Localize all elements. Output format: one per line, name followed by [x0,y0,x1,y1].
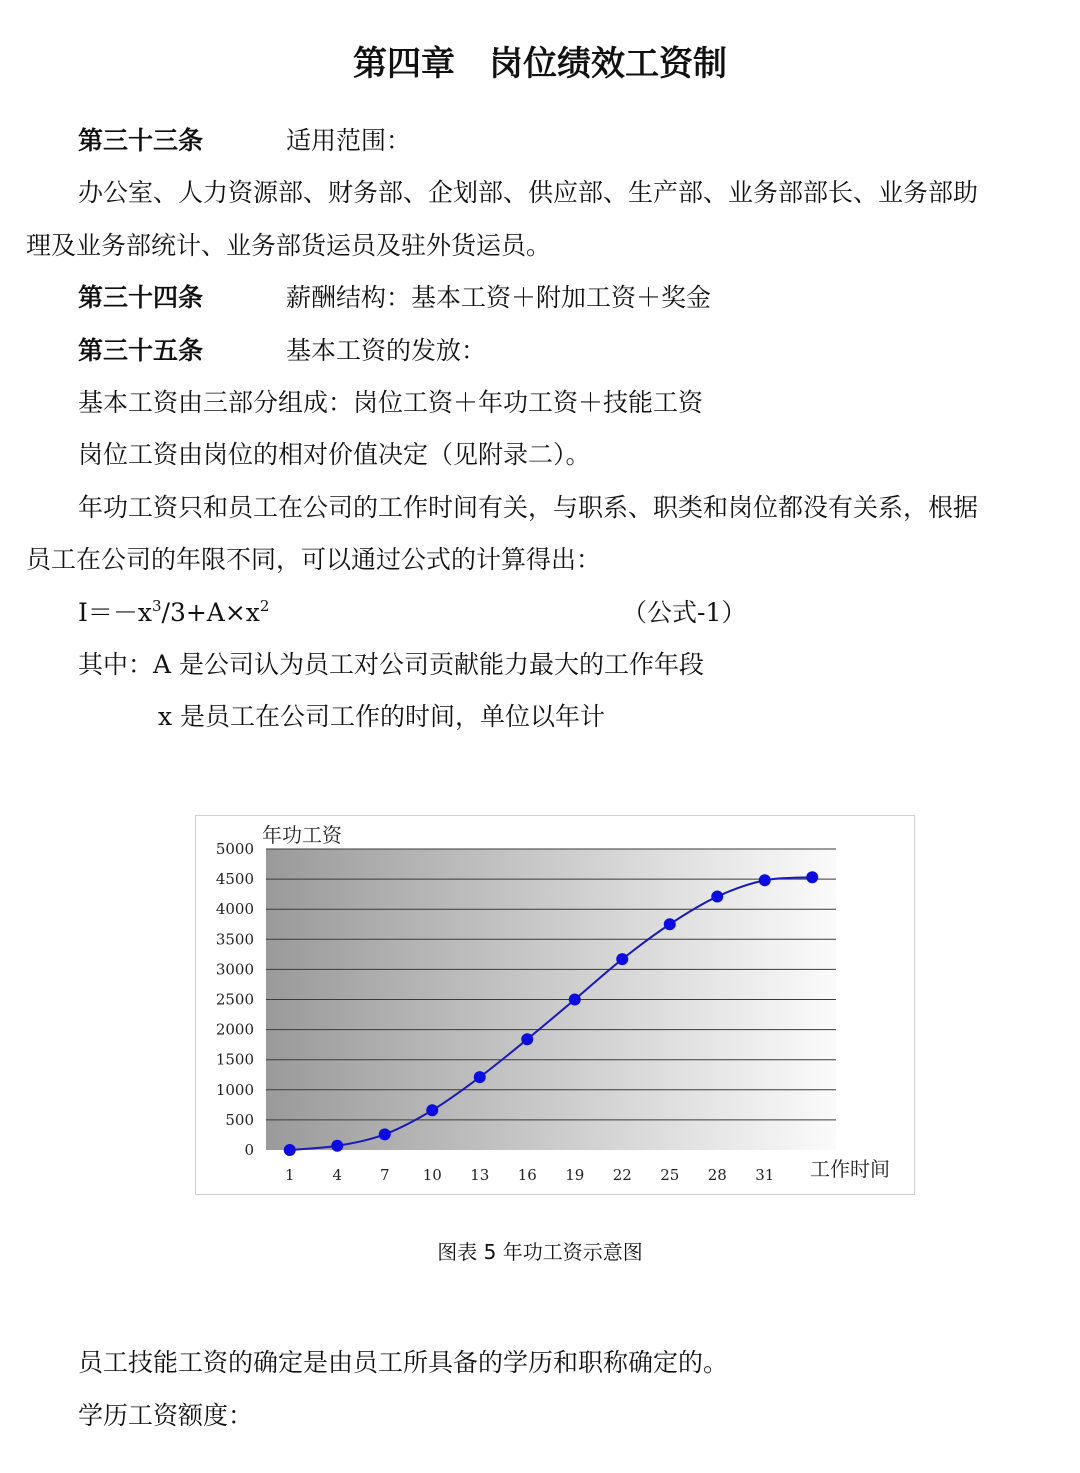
seniority-wage-chart [195,815,915,1195]
x-tick-label: 10 [422,1166,442,1184]
x-tick-labels [285,1166,774,1184]
formula-where-a: 其中：A 是公司认为员工对公司贡献能力最大的工作年段 [78,650,705,679]
x-tick-label: 28 [707,1166,727,1184]
data-point [664,918,676,930]
position-wage-text: 岗位工资由岗位的相对价值决定（见附录二）。 [78,440,591,469]
formula [78,596,269,630]
x-tick-label: 7 [379,1166,390,1184]
y-tick-label: 4000 [215,900,254,919]
y-axis-label: 年功工资 [262,823,342,847]
seniority-wage-line-1: 年功工资只和员工在公司的工作时间有关，与职系、职类和岗位都没有关系，根据 [78,493,979,522]
x-axis-label: 工作时间 [810,1157,890,1181]
formula-where-x: x 是员工在公司工作的时间，单位以年计 [158,702,606,731]
data-point [521,1033,533,1045]
article-34 [78,281,711,315]
data-point [331,1140,343,1152]
x-tick-label: 19 [565,1166,585,1184]
y-tick-labels [216,840,254,1159]
x-tick-label: 31 [755,1166,775,1184]
formula-tag: （公式-1） [622,598,747,627]
article-34-label: 第三十四条 [78,283,204,312]
x-tick-label: 13 [470,1166,490,1184]
y-tick-label: 3000 [215,960,254,979]
article-35 [78,334,486,368]
data-point [616,953,628,965]
skill-wage-text: 员工技能工资的确定是由员工所具备的学历和职称确定的。 [78,1348,729,1377]
scope-line-1: 办公室、人力资源部、财务部、企划部、供应部、生产部、业务部部长、业务部助 [78,178,979,207]
y-tick-label: 1000 [215,1080,254,1099]
basic-wage-composition: 基本工资由三部分组成：岗位工资＋年功工资＋技能工资 [78,388,704,417]
y-tick-label: 3500 [215,930,254,949]
data-point [379,1128,391,1140]
y-tick-label: 500 [225,1110,254,1129]
y-tick-label: 5000 [215,840,254,858]
y-tick-label: 2500 [215,990,254,1009]
data-point [474,1071,486,1083]
article-33-text: 适用范围： [286,126,412,155]
data-point [806,871,818,883]
y-tick-label: 0 [244,1141,254,1159]
formula-exponent-2: 2 [259,597,270,615]
article-35-text: 基本工资的发放： [286,336,487,365]
x-tick-label: 25 [660,1166,680,1184]
x-tick-label: 1 [284,1166,295,1184]
article-35-label: 第三十五条 [78,336,204,365]
data-point [759,874,771,886]
seniority-wage-line-2: 员工在公司的年限不同，可以通过公式的计算得出： [26,545,602,574]
scope-line-2: 理及业务部统计、业务部货运员及驻外货运员。 [26,231,552,260]
formula-lhs: I＝－x [78,598,152,627]
x-tick-label: 4 [332,1166,343,1184]
data-point [284,1144,296,1156]
chart-caption: 图表 5 年功工资示意图 [437,1240,643,1264]
formula-mid: /3+A×x [161,598,260,627]
chart-svg [196,816,914,1194]
chapter-title: 第四章 岗位绩效工资制 [353,44,727,84]
data-point [569,994,581,1006]
x-tick-label: 16 [517,1166,537,1184]
article-33 [78,124,411,158]
education-wage-heading: 学历工资额度： [78,1401,254,1430]
y-tick-label: 2000 [215,1020,254,1039]
x-tick-label: 22 [612,1166,632,1184]
article-33-label: 第三十三条 [78,126,204,155]
data-point [426,1104,438,1116]
y-tick-label: 1500 [215,1050,254,1069]
formula-exponent-3: 3 [151,597,162,615]
data-point [711,891,723,903]
article-34-text: 薪酬结构：基本工资＋附加工资＋奖金 [286,283,712,312]
y-tick-label: 4500 [215,870,254,889]
